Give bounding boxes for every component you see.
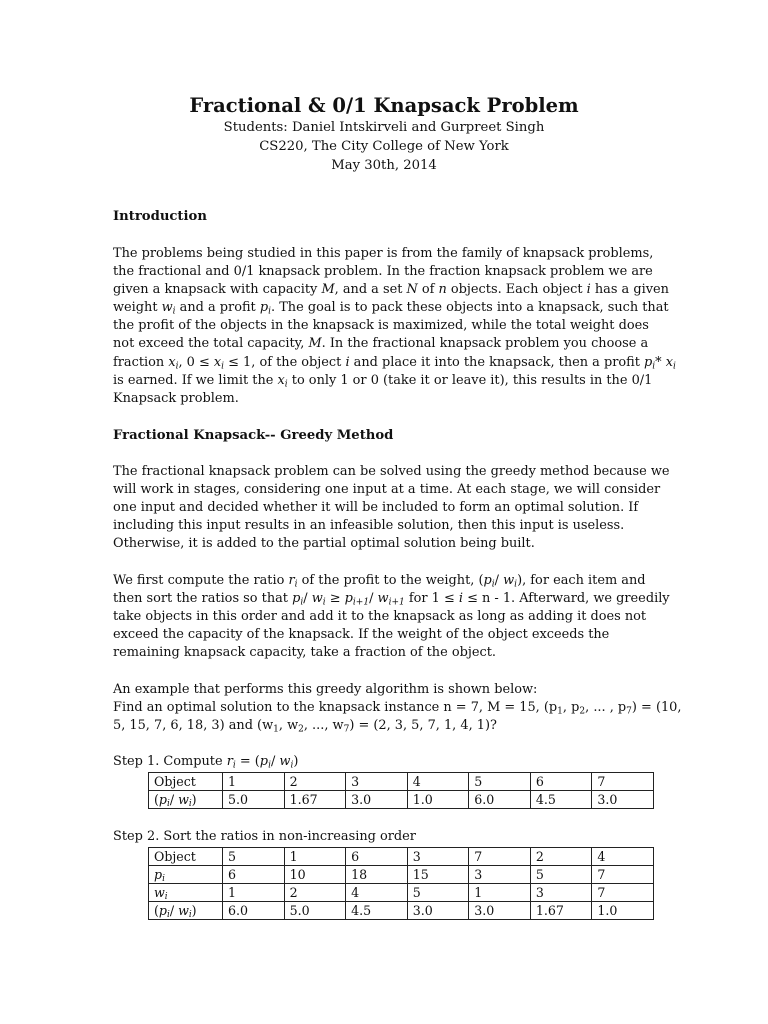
table-cell: 3.0: [346, 791, 408, 809]
table-row-header: $p_i$: [149, 866, 223, 884]
paragraph-line: Find an optimal solution to the knapsack instance n = 7, M = 15, ($p_1$, $p_2$, ... , $p_7) = (10$,: [113, 700, 682, 717]
table-cell: 6.0: [223, 902, 285, 920]
paper-title: Fractional & 0/1 Knapsack Problem: [189, 94, 579, 117]
table-cell: 4.5: [346, 902, 408, 920]
table-row-header: Object: [149, 848, 223, 866]
paragraph-line: including this input results in an infeasible solution, then this input is useless.: [113, 518, 625, 534]
table-cell: 2: [284, 773, 346, 791]
table-cell: 1.67: [530, 902, 592, 920]
table-cell: 4: [346, 884, 408, 902]
table-row: [149, 902, 654, 920]
table-cell: 6: [530, 773, 592, 791]
paragraph-line: An example that performs this greedy algorithm is shown below:: [113, 682, 538, 697]
table-cell: 1.0: [592, 902, 654, 920]
paragraph-line: remaining knapsack capacity, take a fraction of the object.: [113, 645, 496, 661]
table-row: [149, 884, 654, 902]
students-line: Students: Daniel Intskirveli and Gurpreet Singh: [223, 120, 545, 135]
table-cell: 7: [592, 773, 654, 791]
table-cell: 3.0: [469, 902, 531, 920]
table-row: [149, 848, 654, 866]
paragraph-line: Knapsack problem.: [113, 390, 239, 406]
paragraph-line: weight $w_i$ and a profit $p_i$. The goal is to pack these objects into a knapsack, such that: [113, 300, 669, 317]
step1-label: Step 1. Compute $r_i = (p_i/$ $w_i$): [113, 754, 299, 771]
table-cell: 3: [346, 773, 408, 791]
paragraph-line: the fractional and 0/1 knapsack problem. In the fraction knapsack problem we are: [113, 264, 653, 280]
paragraph-line: is earned. If we limit the $x_i$ to only 1 or 0 (take it or leave it), this results in the 0/1: [113, 372, 653, 389]
paragraph-line: exceed the capacity of the knapsack. If the weight of the object exceeds the: [113, 627, 610, 643]
table-cell: 10: [284, 866, 346, 884]
table-cell: 5: [530, 866, 592, 884]
document-header: [0, 94, 768, 175]
table-cell: 4: [407, 773, 469, 791]
paragraph-line: will work in stages, considering one input at a time. At each stage, we will consider: [113, 482, 661, 498]
step1-table: [148, 772, 654, 809]
table-cell: 5: [223, 848, 285, 866]
paragraph-line: fraction $x_i$, $0 \le x_i \le 1$, of the object i and place it into the knapsack, then a profit $p_i*$ $x_i$: [113, 354, 676, 371]
introduction-heading: Introduction: [113, 209, 207, 224]
table-cell: 3: [530, 884, 592, 902]
paragraph-line: the profit of the objects in the knapsack is maximized, while the total weight does: [113, 318, 649, 334]
table-cell: 5: [469, 773, 531, 791]
table-cell: 2: [284, 884, 346, 902]
table-row-header: Object: [149, 773, 223, 791]
table-cell: 1: [284, 848, 346, 866]
table-cell: 5.0: [284, 902, 346, 920]
paragraph-line: 5, 15, 7, 6, 18, 3) and ($w_1$, $w_2$, ..., $w_7) = (2$, 3, 5, 7, 1, 4, 1)?: [113, 718, 497, 735]
table-cell: 2: [530, 848, 592, 866]
greedy-paragraph-2: [113, 572, 670, 662]
table-cell: 6: [223, 866, 285, 884]
step2-table: [148, 847, 654, 920]
paragraph-line: Otherwise, it is added to the partial optimal solution being built.: [113, 536, 535, 552]
paragraph-line: not exceed the total capacity, M. In the fractional knapsack problem you choose a: [113, 336, 649, 352]
table-cell: 7: [592, 866, 654, 884]
greedy-paragraph-1: [113, 463, 670, 553]
table-cell: 1.0: [407, 791, 469, 809]
paragraph-line: We first compute the ratio $r_i$ of the profit to the weight, ($p_i/$ $w_i$), for each item and: [113, 573, 646, 590]
paragraph-line: take objects in this order and add it to the knapsack as long as adding it does not: [113, 609, 647, 625]
table-cell: 6.0: [469, 791, 531, 809]
paragraph-line: given a knapsack with capacity M, and a set N of n objects. Each object i has a given: [113, 282, 669, 298]
table-cell: 15: [407, 866, 469, 884]
table-row-header: $w_i$: [149, 884, 223, 902]
table-cell: 6: [346, 848, 408, 866]
table-cell: 4.5: [530, 791, 592, 809]
introduction-paragraph: [113, 245, 676, 408]
table-cell: 1: [223, 773, 285, 791]
table-cell: 3: [407, 848, 469, 866]
table-row-header: ($p_i/$ $w_i$): [149, 902, 223, 920]
example-paragraph: [113, 681, 682, 735]
table-cell: 7: [592, 884, 654, 902]
table-cell: 3: [469, 866, 531, 884]
table-cell: 7: [469, 848, 531, 866]
paragraph-line: then sort the ratios so that $p_i/$ $w_i \ge p_{i+1}/$ $w_{i+1}$ for 1 ≤ i ≤ n - 1. Afterward, we greedily: [113, 591, 670, 608]
paragraph-line: The problems being studied in this paper is from the family of knapsack problems,: [113, 246, 654, 261]
table-row-header: ($p_i/$ $w_i$): [149, 791, 223, 809]
step2-label: Step 2. Sort the ratios in non-increasing order: [113, 829, 416, 844]
table-cell: 1: [469, 884, 531, 902]
table-cell: 1.67: [284, 791, 346, 809]
table-cell: 18: [346, 866, 408, 884]
table-cell: 5.0: [223, 791, 285, 809]
paragraph-line: The fractional knapsack problem can be solved using the greedy method because we: [113, 464, 670, 479]
date-line: May 30th, 2014: [331, 158, 437, 173]
table-cell: 1: [223, 884, 285, 902]
table-row: [149, 791, 654, 809]
table-cell: 4: [592, 848, 654, 866]
paragraph-line: one input and decided whether it will be included to form an optimal solution. If: [113, 500, 639, 516]
table-cell: 5: [407, 884, 469, 902]
table-cell: 3.0: [407, 902, 469, 920]
table-row: [149, 773, 654, 791]
greedy-heading: Fractional Knapsack-- Greedy Method: [113, 428, 394, 443]
table-row: [149, 866, 654, 884]
table-cell: 3.0: [592, 791, 654, 809]
course-line: CS220, The City College of New York: [259, 139, 509, 154]
